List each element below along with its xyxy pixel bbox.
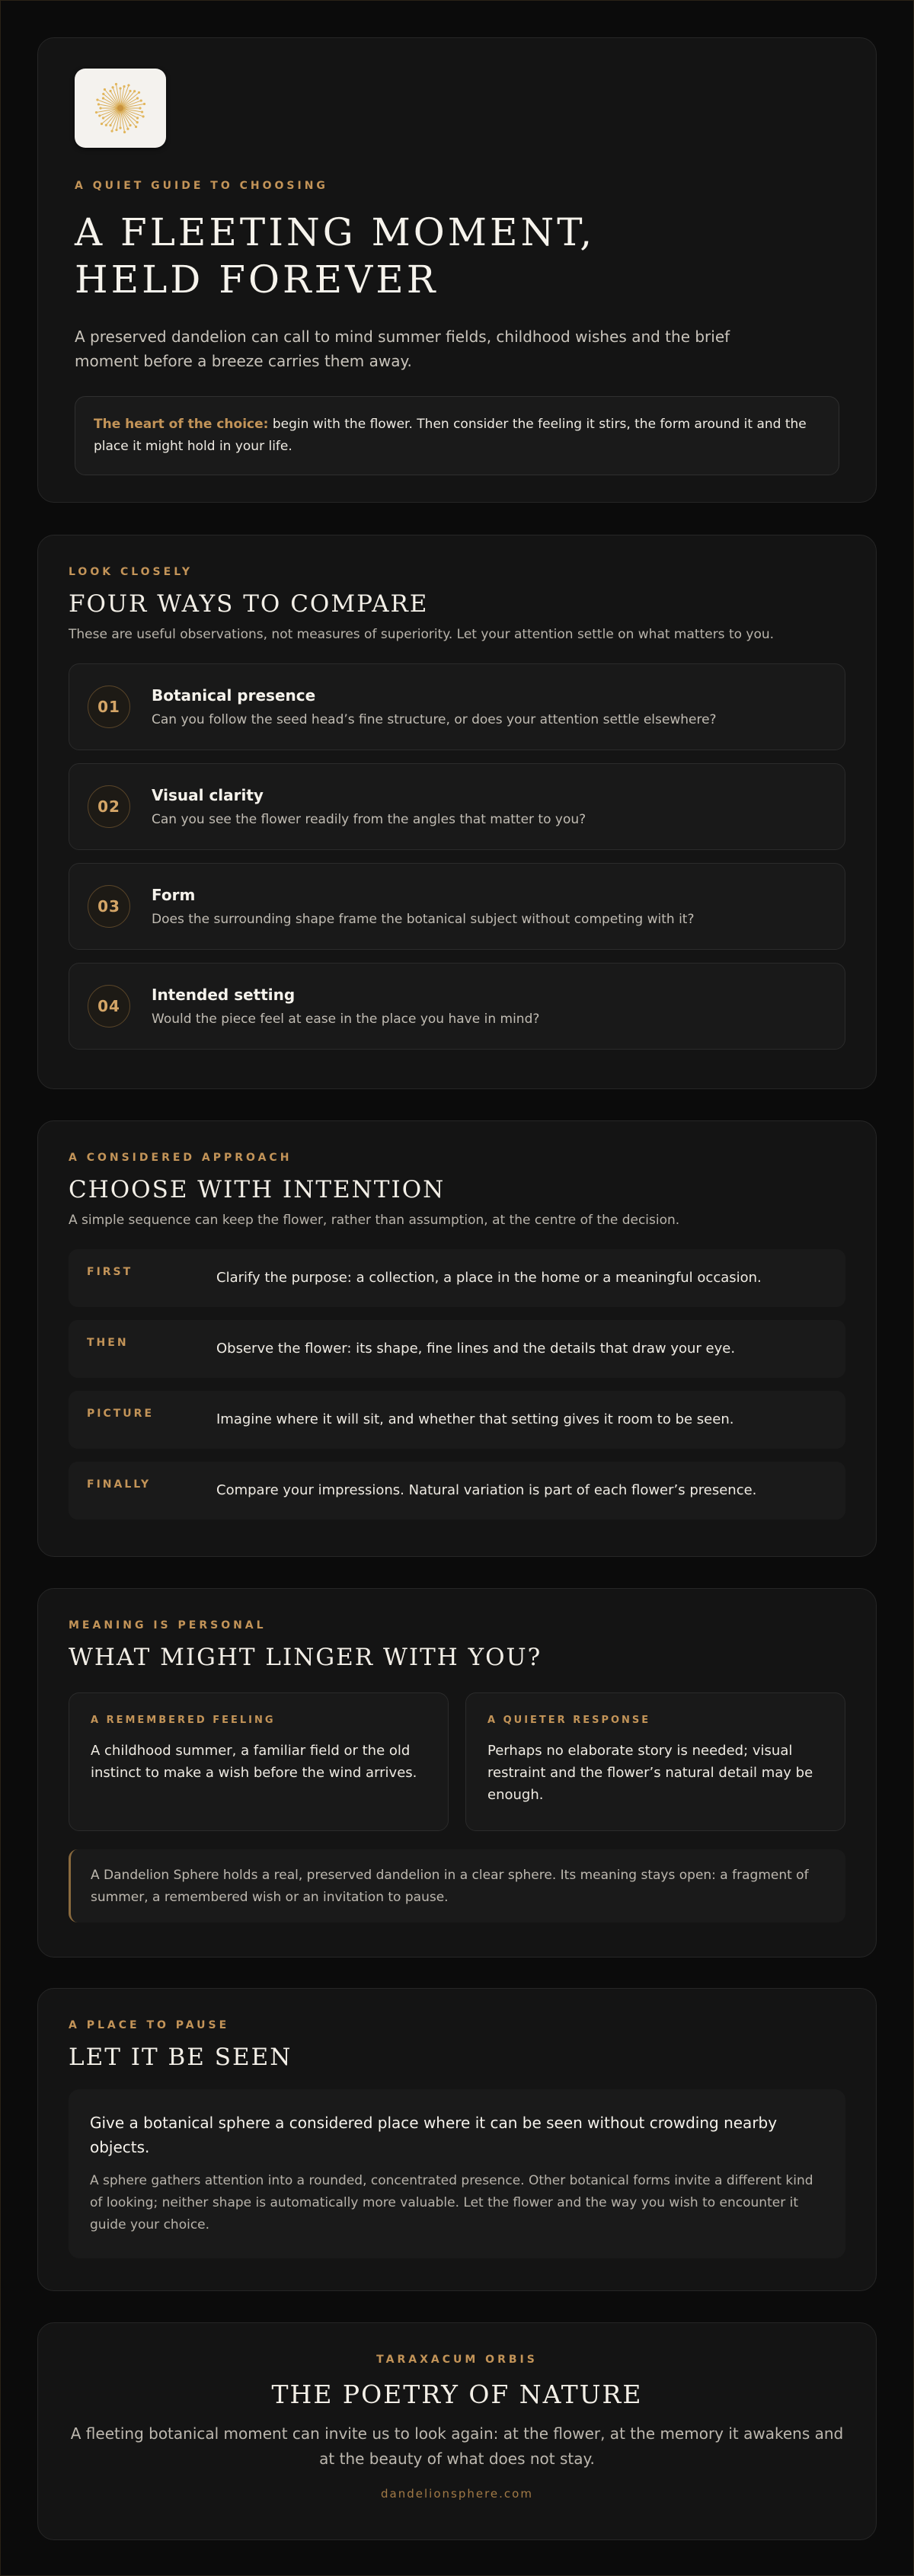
criterion-description: Does the surrounding shape frame the botanical subject without competing with it? [152, 911, 695, 927]
compare-subtitle: These are useful observations, not measures of superiority. Let your attention settle on what matters to you. [69, 627, 775, 642]
hero-lead: A preserved dandelion can call to mind summer fields, childhood wishes and the brief moment before a breeze carries them away. [75, 328, 730, 370]
outro-text: A fleeting botanical moment can invite us to look again: at the flower, at the memory it awakens and at the beauty of what does not stay. [70, 2424, 844, 2468]
meaning-quote: A Dandelion Sphere holds a real, preserved dandelion in a clear sphere. Its meaning stays open: a fragment of summer, a remembered wish or an invitation to pause. [69, 1849, 845, 1922]
criterion-description: Can you see the flower readily from the angles that matter to you? [152, 811, 586, 827]
step-row [69, 1462, 845, 1520]
meaning-card-text: Perhaps no elaborate story is needed; visual restraint and the flower’s natural detail may be enough. [487, 1743, 813, 1803]
site-link[interactable]: dandelionsphere.com [381, 2487, 533, 2501]
step-row [69, 1249, 845, 1307]
step-label: THEN [87, 1336, 129, 1349]
seen-title: LET IT BE SEEN [69, 2044, 292, 2071]
criteria-list [69, 663, 845, 1050]
approach-title: CHOOSE WITH INTENTION [69, 1176, 446, 1203]
criterion-item [69, 863, 845, 950]
criterion-number: 03 [88, 885, 130, 928]
dandelion-seedhead-icon [92, 80, 149, 136]
hero-card [37, 37, 877, 503]
hero-callout [75, 396, 839, 475]
compare-section [37, 535, 877, 1089]
meaning-title: WHAT MIGHT LINGER WITH YOU? [69, 1644, 542, 1671]
meaning-section [37, 1588, 877, 1958]
step-row [69, 1320, 845, 1378]
criterion-description: Can you follow the seed head’s fine structure, or does your attention settle elsewhere? [152, 711, 717, 727]
compare-title: FOUR WAYS TO COMPARE [69, 590, 429, 618]
meaning-card-label: A QUIETER RESPONSE [487, 1715, 651, 1726]
criterion-number: 04 [88, 985, 130, 1028]
seen-body: A sphere gathers attention into a rounded, concentrated presence. Other botanical forms invite a different kind of looking; neither shape is automatically more valuable. Let the flower and the way you wish to encounter it guide your choice. [90, 2173, 813, 2232]
seen-eyebrow: A PLACE TO PAUSE [69, 2019, 230, 2031]
criterion-title: Botanical presence [152, 686, 316, 705]
callout-highlight: The heart of the choice: [94, 417, 269, 432]
meaning-card [69, 1692, 449, 1831]
seen-section [37, 1988, 877, 2291]
dandelion-logo [75, 69, 166, 148]
criterion-number: 02 [88, 785, 130, 828]
meaning-card-text: A childhood summer, a familiar field or the old instinct to make a wish before the wind arrives. [91, 1743, 417, 1781]
callout-text: begin with the flower. Then consider the feeling it stirs, the form around it and the place it might hold in your life. [94, 417, 807, 454]
seen-lead: Give a botanical sphere a considered place where it can be seen without crowding nearby objects. [90, 2114, 778, 2156]
criterion-description: Would the piece feel at ease in the place you have in mind? [152, 1011, 540, 1027]
approach-subtitle: A simple sequence can keep the flower, rather than assumption, at the centre of the decision. [69, 1213, 680, 1228]
hero-title: A FLEETING MOMENT, HELD FOREVER [75, 210, 596, 302]
criterion-item [69, 963, 845, 1050]
step-text: Imagine where it will sit, and whether that setting gives it room to be seen. [216, 1411, 734, 1427]
criterion-title: Intended setting [152, 985, 296, 1004]
meaning-card [465, 1692, 845, 1831]
outro-section [37, 2322, 877, 2540]
criterion-title: Visual clarity [152, 785, 264, 804]
step-label: FIRST [87, 1265, 133, 1278]
approach-section [37, 1120, 877, 1557]
criterion-number: 01 [88, 686, 130, 728]
hero-eyebrow: A QUIET GUIDE TO CHOOSING [75, 180, 328, 192]
meaning-cards [69, 1692, 845, 1831]
criterion-title: Form [152, 885, 196, 904]
outro-eyebrow: TARAXACUM ORBIS [376, 2354, 538, 2366]
step-text: Observe the flower: its shape, fine lines and the details that draw your eye. [216, 1340, 736, 1357]
criterion-item [69, 663, 845, 750]
meaning-eyebrow: MEANING IS PERSONAL [69, 1619, 267, 1632]
step-text: Clarify the purpose: a collection, a place in the home or a meaningful occasion. [216, 1269, 762, 1286]
outro-title: THE POETRY OF NATURE [271, 2379, 643, 2409]
compare-eyebrow: LOOK CLOSELY [69, 566, 193, 578]
step-row [69, 1391, 845, 1449]
step-label: FINALLY [87, 1478, 152, 1491]
approach-eyebrow: A CONSIDERED APPROACH [69, 1152, 292, 1164]
step-text: Compare your impressions. Natural variation is part of each flower’s presence. [216, 1481, 757, 1498]
meaning-card-label: A REMEMBERED FEELING [91, 1715, 276, 1726]
seen-panel [69, 2089, 845, 2258]
step-label: PICTURE [87, 1407, 155, 1420]
criterion-item [69, 763, 845, 850]
steps-list [69, 1249, 845, 1520]
